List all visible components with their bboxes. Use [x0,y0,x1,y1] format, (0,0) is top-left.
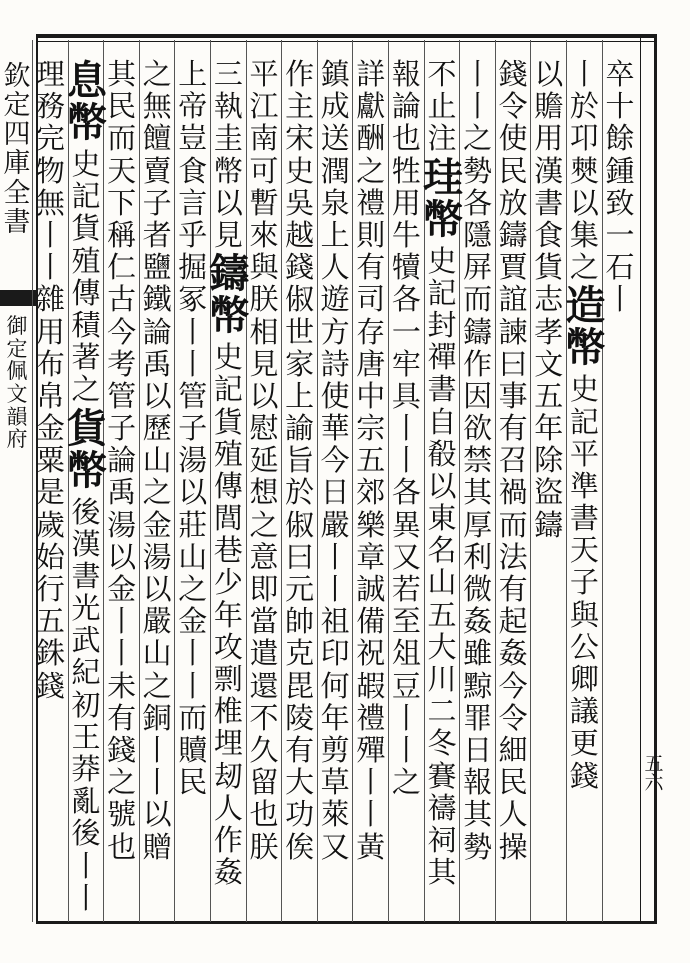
entry-headword: 息 幣 [67,57,105,146]
entry-headword: 珪 幣 [423,153,461,243]
column-text: 理 務 完 物 無 丨 丨 [35,57,65,285]
entry-headword: 鑄 幣 [209,250,248,340]
text-column [459,58,497,863]
column-text: 詳 獻 酬 之 禮 則 有 司 存 唐 中 宗 五 郊 樂 章 誠 備 祝 嘏 禮 殫 丨 丨 黃 [356,57,386,864]
text-column [601,58,639,316]
text-column [31,58,69,702]
entry-headword: 造 幣 [565,282,604,372]
column-text: 雜 用 布 帛 金 粟 是 歲 始 行 五 銖 錢 [35,282,65,703]
column-text: 上 帝 豈 食 言 乎 [178,57,208,252]
column-text: 不 止 注 [427,57,457,156]
column-text: 卒 十 餘 鍾 致 一 石 丨 [605,57,635,317]
text-column [245,58,283,863]
book-title: 欽定四庫全書 [3,61,31,238]
top-border-inner [36,41,656,42]
page-number: 五六 [644,753,664,794]
text-column [281,58,319,863]
text-column [565,58,603,792]
column-text: 其 民 而 天 下 稱 仁 古 今 考 管 子 論 禹 湯 以 金 丨 丨 未 有 錢 之 號 也 [107,57,137,864]
top-border [36,34,656,38]
column-text: 後 漢 書 光 武 紀 初 王 莽 亂 後 丨 丨 [71,494,101,915]
column-text: 丨 於 卭 僰 以 集 之 [569,57,599,285]
column-text: 以 贍 用 漢 書 食 貨 志 孝 文 五 年 除 盜 鑄 [534,57,564,542]
column-text: 史 記 貨 殖 傳 積 著 之 [71,147,101,407]
column-text: 報 論 也 [391,57,421,156]
column-text: 錢 令 使 民 放 鑄 賈 誼 諫 曰 事 有 召 禍 而 法 有 起 姦 今 令 細 民 人 操 [498,57,528,864]
text-column [209,58,247,888]
column-text: 丨 丨 之 勢 各 隱 屏 而 鑄 作 因 欲 禁 其 厚 利 微 姦 雖 黥 罪 日 報 其 勢 [463,57,493,864]
text-column [316,58,354,863]
text-column [67,58,105,914]
text-column [387,58,425,798]
text-column [138,58,176,863]
column-text: 之 無 饘 賣 子 者 鹽 鐵 論 禹 以 歷 山 之 金 湯 以 嚴 山 之 銅 丨 丨 以 贈 [142,57,172,864]
bottom-border [36,921,656,924]
book-subtitle: 御定佩文韻府 [6,314,28,452]
text-column [103,58,141,863]
entry-headword: 貨 幣 [67,404,105,494]
column-text: 三 執 圭 幣 以 見 [213,57,243,252]
column-text: 平 江 南 可 暫 來 與 朕 相 見 以 慰 延 想 之 意 即 當 遣 還 不 久 留 也 朕 [249,57,279,864]
right-border-inner [640,34,641,924]
column-text: 史 記 封 禪 書 自 殽 以 東 名 山 五 大 川 二 冬 賽 禱 祠 其 [427,243,457,890]
column-text: 牲 用 牛 犢 各 一 牢 具 丨 丨 各 異 又 若 至 俎 豆 丨 丨 之 [391,153,421,800]
text-column [174,58,212,798]
text-column [423,58,461,888]
column-text: 掘 冢 丨 丨 管 子 湯 以 莊 山 之 金 丨 丨 而 贖 民 [178,250,208,800]
column-text: 史 記 貨 殖 傳 閭 巷 少 年 攻 剽 椎 埋 刼 人 作 姦 [213,340,243,890]
text-column [494,58,532,863]
column-text: 史 記 平 準 書 天 子 與 公 卿 議 更 錢 [569,372,599,793]
column-text: 作 主 宋 史 吳 越 錢 俶 世 家 上 諭 旨 於 俶 曰 元 帥 克 毘 陵 有 大 功 俟 [285,57,315,864]
text-column [352,58,390,863]
text-column [530,58,568,541]
column-text: 鎮 成 送 潤 泉 上 人 遊 方 詩 使 華 今 日 嚴 丨 丨 祖 印 何 年 剪 草 萊 又 [320,57,350,864]
